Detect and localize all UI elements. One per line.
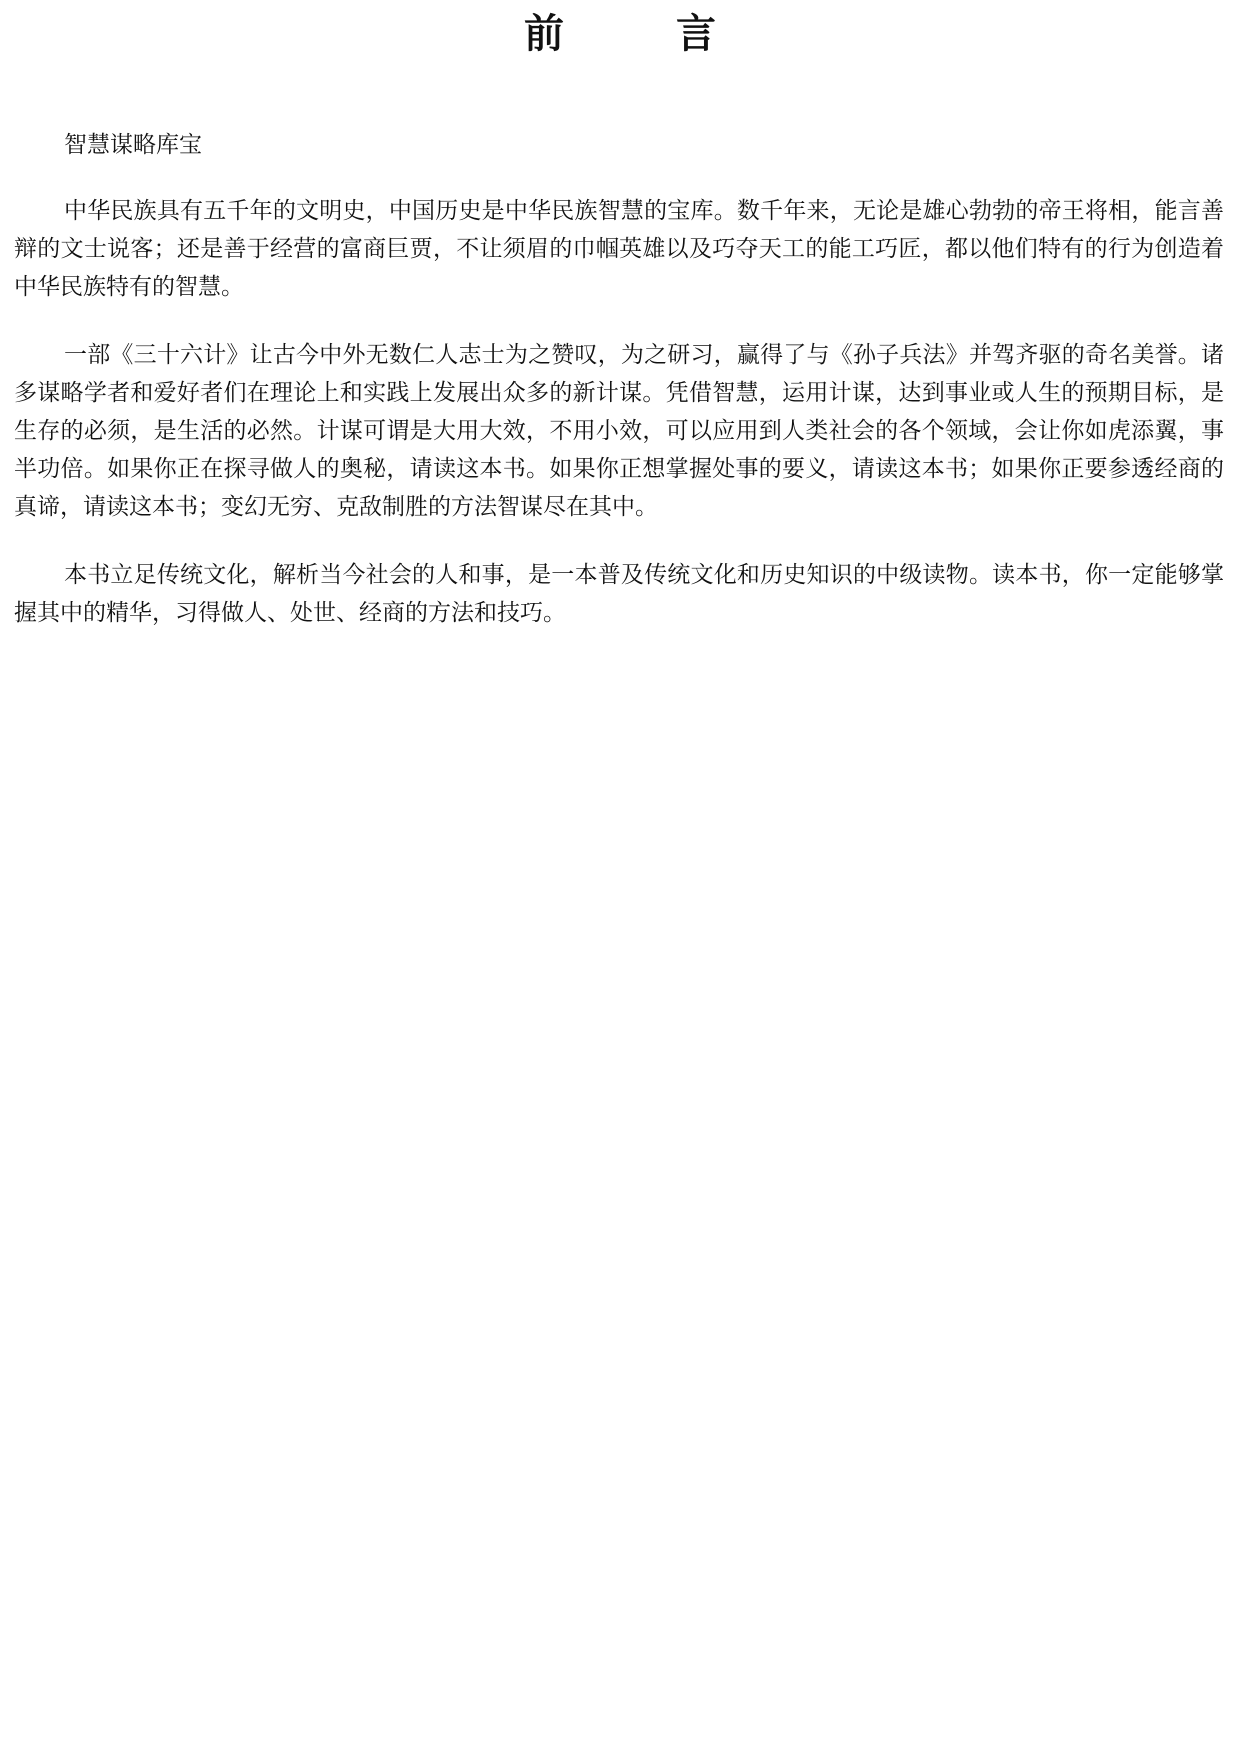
section-subtitle: 智慧谋略库宝 (64, 132, 202, 158)
paragraph-1: 中华民族具有五千年的文明史，中国历史是中华民族智慧的宝库。数千年来，无论是雄心勃勃的帝王将相，能言善辩的文士说客；还是善于经营的富商巨贾，不让须眉的巾帼英雄以及巧夺天工的能工巧匠，都以他们特有的行为创造着中华民族特有的智慧。 (14, 198, 1224, 300)
document-body (14, 126, 1224, 662)
paragraph-3: 本书立足传统文化，解析当今社会的人和事，是一本普及传统文化和历史知识的中级读物。读本书，你一定能够掌握其中的精华，习得做人、处世、经商的方法和技巧。 (14, 562, 1224, 626)
page-title: 前 言 (524, 11, 752, 57)
paragraph-2: 一部《三十六计》让古今中外无数仁人志士为之赞叹，为之研习，赢得了与《孙子兵法》并驾齐驱的奇名美誉。诸多谋略学者和爱好者们在理论上和实践上发展出众多的新计谋。凭借智慧，运用计谋，达到事业或人生的预期目标，是生存的必须，是生活的必然。计谋可谓是大用大效，不用小效，可以应用到人类社会的各个领域，会让你如虎添翼，事半功倍。如果你正在探寻做人的奥秘，请读这本书。如果你正想掌握处事的要义，请读这本书；如果你正要参透经商的真谛，请读这本书；变幻无穷、克敌制胜的方法智谋尽在其中。 (14, 342, 1224, 520)
